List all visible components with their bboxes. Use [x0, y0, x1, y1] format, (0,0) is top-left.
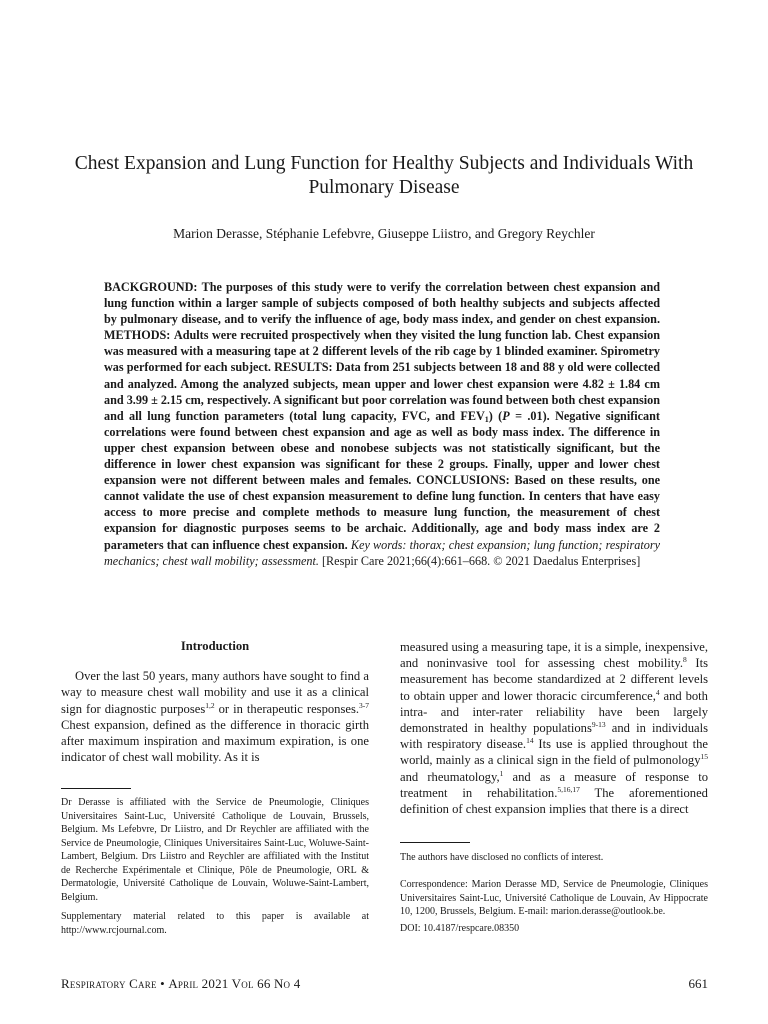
footnote-affiliation: Dr Derasse is affiliated with the Service de Pneumologie, Cliniques Universitaires Saint-Luc, Université Catholique de Louvain, Brussels, Belgium. Ms Lefebvre, Dr Liistro, and Dr Reychler are affiliated with the Service de Pneumologie, Cliniques Universitaires Saint-Luc, Woluwe-Saint-Lambert, Belgium. Drs Liistro and Reychler are affiliated with the Institut de Recherche Expérimentale et Clinique, Pôle de Pneumologie, ORL & Dermatologie, Université Catholique de Louvain, Woluwe-Saint-Lambert, Belgium.: [61, 797, 369, 903]
text-run: Chest expansion, defined as the difference in thoracic girth after maximum inspiration and maximum expiration, is one indicator of chest wall mobility. As it is: [61, 717, 369, 765]
footnote-divider-left: [61, 788, 131, 789]
text-run: or in therapeutic responses.: [214, 701, 359, 716]
left-column: [61, 638, 369, 765]
abstract-background-text: The purposes of this study were to verify the correlation between chest expansion and lung function within a larger sample of subjects composed of both healthy subjects and subjects affected by pulmonary disease, and to verify the influence of age, body mass index, and gender on chest expansion.: [104, 280, 660, 327]
page-number: 661: [688, 976, 708, 991]
reference-superscript: 15: [700, 752, 708, 762]
journal-name: Respiratory Care: [61, 976, 157, 991]
footnote-correspondence: Correspondence: Marion Derasse MD, Service de Pneumologie, Cliniques Universitaires Saint-Luc, Université Catholique de Louvain, Av Hippocrate 10, 1200, Brussels, Belgium. E-mail: marion.derasse@outlook.be.: [400, 879, 708, 917]
abstract-results-text: [104, 360, 660, 487]
section-heading-introduction: Introduction: [180, 639, 250, 653]
text-run: and in individuals with respiratory disease.: [400, 721, 708, 752]
text-run: and rheumatology,: [400, 769, 500, 784]
abstract-conclusions-text: Based on these results, one cannot validate the use of chest expansion measurement to define lung function. In centers that have easy access to more precise and complete methods to measure lung function, the measurement of chest expansion for diagnostic purposes seems to be archaic. Additionally, age and body mass index are 2 parameters that can influence chest expansion.: [104, 473, 661, 552]
abstract-methods-label: METHODS:: [104, 328, 171, 343]
issue-info: April 2021 Vol 66 No 4: [168, 976, 301, 991]
results-text-part: Data from 251 subjects between 18 and 88 y old were collected and analyzed. Among the analyzed subjects, mean upper and lower chest expansion were 4.82 ± 1.84 cm and 3.99 ± 2.15 cm, respectively. A significant but poor correlation was found between both chest expansion and all lung function parameters (total lung capacity, FVC, and FEV: [104, 360, 660, 423]
results-text-part: ) (: [488, 408, 503, 423]
footnote-supplementary: Supplementary material related to this paper is available at http://www.rcjournal.com.: [61, 911, 369, 936]
reference-superscript: 1: [499, 768, 504, 778]
abstract-keywords: Key words: thorax; chest expansion; lung function; respiratory mechanics; chest wall mobility; assessment.: [104, 537, 661, 568]
abstract-conclusions-label: CONCLUSIONS:: [416, 473, 510, 488]
text-run: Over the last 50 years, many authors have sought to find a way to measure chest wall mobility and use it as a clinical sign for diagnostic purposes: [61, 669, 369, 716]
abstract-results-label: RESULTS:: [274, 360, 333, 375]
abstract: [104, 279, 660, 569]
abstract-methods-text: Adults were recruited prospectively when they visited the lung function lab. Chest expansion was measured with a measuring tape at 2 different levels of the rib cage by 1 blinded examiner. Spirometry was performed for each subject.: [104, 328, 661, 375]
footer-bullet: •: [160, 976, 165, 991]
text-run: and as a measure of response to treatment in rehabilitation.: [400, 769, 708, 800]
intro-paragraph-2: [400, 639, 708, 817]
abstract-citation: [Respir Care 2021;66(4):661–668. © 2021 Daedalus Enterprises]: [321, 553, 641, 568]
footnote-divider-right: [400, 842, 470, 843]
reference-superscript: 3-7: [359, 700, 369, 710]
footnote-conflicts: The authors have disclosed no conflicts of interest.: [400, 852, 604, 863]
abstract-background-label: BACKGROUND:: [104, 280, 198, 294]
results-text-part: = .01). Negative significant correlations were found between chest expansion and age as well as body mass index. The difference in upper chest expansion between obese and nonobese subjects was not statistically significant, but the difference in lower chest expansion was significant for these 2 groups. Finally, upper and lower chest expansion were not different between males and females.: [104, 408, 660, 488]
p-value-symbol: P: [502, 408, 510, 423]
text-run: Its measurement has become standardized at 2 different levels to obtain upper and lower thoracic circumference,: [400, 656, 708, 703]
reference-superscript: 9-13: [591, 720, 606, 730]
reference-superscript: 4: [655, 687, 660, 697]
text-run: measured using a measuring tape, it is a simple, inexpensive, and noninvasive tool for assessing chest mobility.: [400, 640, 708, 671]
paper-title: Chest Expansion and Lung Function for Healthy Subjects and Individuals With Pulmonary Disease: [74, 153, 694, 198]
reference-superscript: 5,16,17: [557, 784, 580, 794]
text-run: and both intra- and inter-rater reliability have been largely demonstrated in healthy populations: [400, 688, 708, 736]
intro-paragraph-1: [61, 668, 369, 765]
running-footer: [61, 976, 300, 992]
fev-subscript: 1: [484, 414, 489, 424]
text-run: Its use is applied throughout the world, mainly as a clinical sign in the field of pulmonology: [400, 737, 708, 768]
footnote-doi: DOI: 10.4187/respcare.08350: [400, 923, 520, 934]
author-list: Marion Derasse, Stéphanie Lefebvre, Giuseppe Liistro, and Gregory Reychler: [173, 226, 595, 241]
reference-superscript: 8: [683, 655, 687, 665]
reference-superscript: 1,2: [205, 700, 215, 710]
right-column: [400, 639, 708, 817]
reference-superscript: 14: [526, 736, 534, 746]
text-run: The aforementioned definition of chest expansion implies that there is a direct: [400, 785, 708, 817]
